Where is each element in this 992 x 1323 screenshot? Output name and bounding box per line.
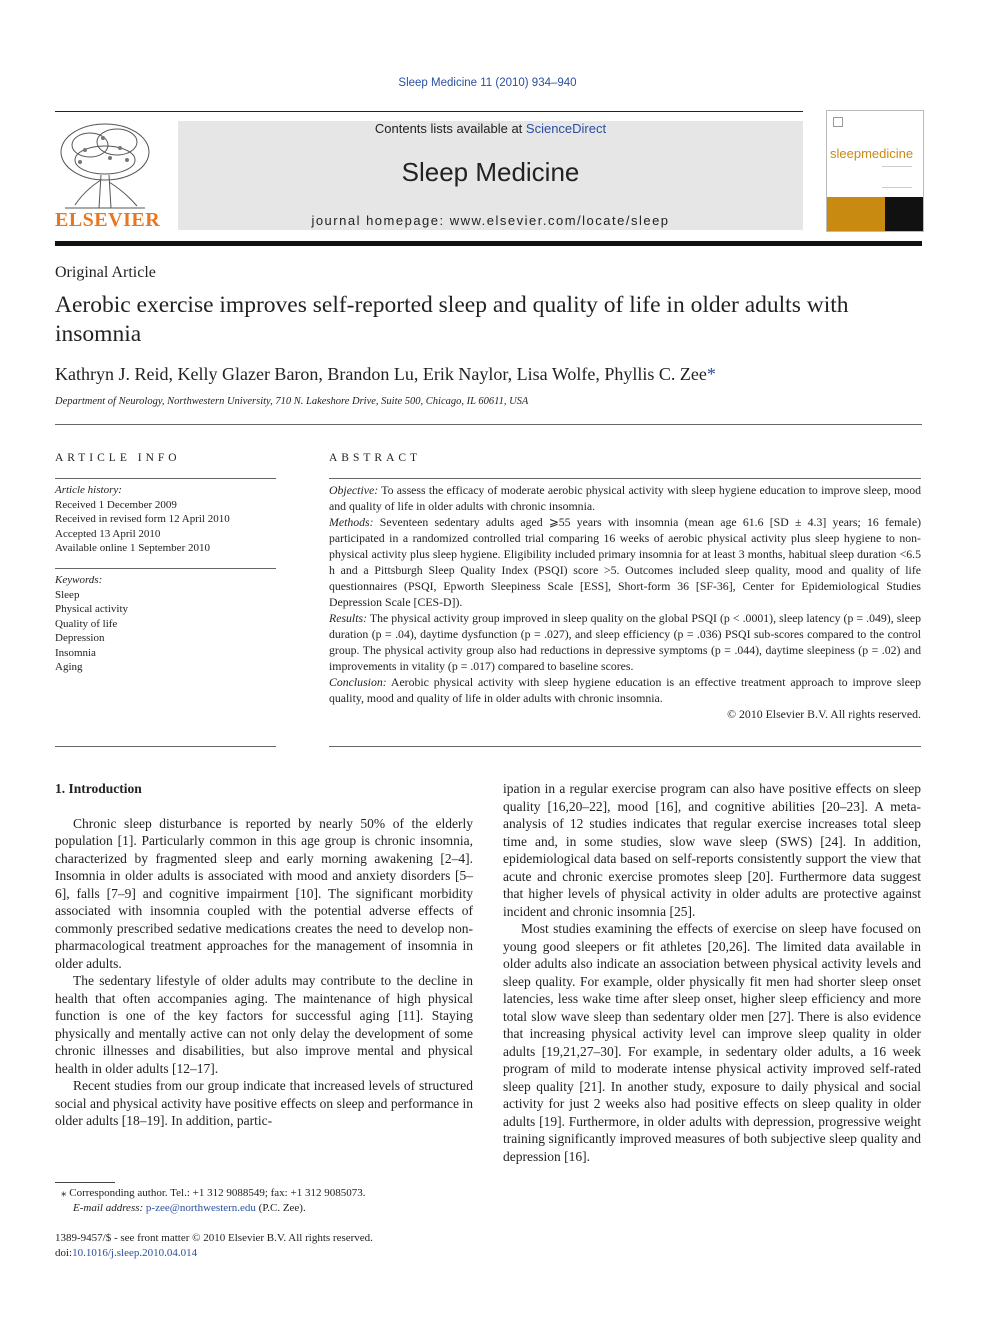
cover-text-lines bbox=[882, 166, 912, 188]
elsevier-logo[interactable] bbox=[55, 120, 161, 232]
keyword: Depression bbox=[55, 632, 105, 644]
article-info-rule bbox=[55, 478, 276, 479]
title-rule bbox=[55, 424, 922, 425]
abstract-bottom-rule bbox=[329, 746, 921, 747]
abstract-copyright: © 2010 Elsevier B.V. All rights reserved. bbox=[727, 707, 921, 721]
journal-banner bbox=[178, 121, 803, 230]
journal-title: Sleep Medicine bbox=[401, 157, 580, 187]
cover-strip bbox=[827, 197, 885, 231]
footnote-rule bbox=[55, 1182, 115, 1183]
history-item: Received 1 December 2009 bbox=[55, 498, 177, 511]
doi-link[interactable]: 10.1016/j.sleep.2010.04.014 bbox=[72, 1246, 198, 1259]
body-paragraph: ipation in a regular exercise program can also have positive effects on sleep quality [16,20–22], mood [16], and cognitive abilities [20–23]. A meta-analysis of 12 studies indicates that regular exercise increases total sleep time and, in some studies, slow wave sleep (SWS) [24]. In addition, epidemiological data based on self-reports consistently support the view that acute and chronic exercise promotes sleep [20]. Furthermore data suggest that higher levels of physical activity in older adults are protective against incident and chronic insomnia [25]. bbox=[503, 781, 921, 919]
abstract-body bbox=[329, 482, 921, 722]
affiliation: Department of Neurology, Northwestern University, 710 N. Lakeshore Drive, Suite 500, Chicago, IL 60611, USA bbox=[55, 396, 529, 407]
body-paragraph: Recent studies from our group indicate that increased levels of structured social and physical activity have positive effects on sleep and performance in older adults [18–19]. In addition, partic- bbox=[55, 1078, 473, 1128]
cover-emblem-icon bbox=[833, 117, 843, 127]
body-paragraph: The sedentary lifestyle of older adults may contribute to the decline in health that often accompanies aging. The maintenance of high physical function is one of the key factors for successful aging [11]. Staying physically and mentally active can not only delay the development of some chronic illnesses and disabilities, but also improve mental and physical health in older adults [12–17]. bbox=[55, 973, 473, 1076]
elsevier-wordmark: ELSEVIER bbox=[55, 209, 161, 231]
keyword: Quality of life bbox=[55, 617, 118, 630]
article-type: Original Article bbox=[55, 264, 156, 281]
article-info-bottom-rule bbox=[55, 746, 276, 747]
keywords-rule bbox=[55, 568, 276, 569]
history-item: Accepted 13 April 2010 bbox=[55, 527, 161, 540]
journal-citation[interactable]: Sleep Medicine 11 (2010) 934–940 bbox=[398, 77, 577, 89]
history-item: Available online 1 September 2010 bbox=[55, 542, 210, 554]
corresponding-author-note: ⁎ Corresponding author. Tel.: +1 312 9088549; fax: +1 312 9085073. bbox=[61, 1187, 366, 1199]
article-info-heading: ARTICLE INFO bbox=[55, 452, 181, 464]
article-history bbox=[55, 483, 276, 556]
abstract-conclusion: Conclusion: Aerobic physical activity with sleep hygiene education is an effective treatment approach to improve sleep quality, mood and quality of life in older adults with chronic insomnia. bbox=[329, 675, 921, 705]
history-item: Received in revised form 12 April 2010 bbox=[55, 513, 230, 525]
body-right-column bbox=[503, 780, 921, 1165]
abstract-rule bbox=[329, 478, 921, 479]
front-matter bbox=[55, 1231, 373, 1260]
keyword: Insomnia bbox=[55, 646, 96, 659]
corresponding-author-mark[interactable]: * bbox=[706, 364, 716, 384]
body-paragraph: Most studies examining the effects of exercise on sleep have focused on young good sleepers or fit athletes [20,26]. The limited data available in older adults also indicate an association between physical activity levels and sleep quality. For example, older physically fit men had shorter sleep onset latencies, less wake time after sleep onset, higher sleep efficiency and more total slow wave sleep than sedentary older men [27]. There is also evidence that increasing physical activity level can improve sleep quality in older adults [19,21,27–30]. For example, in sedentary older adults, a 16 week program of mild to moderate intense physical activity improved self-rated sleep quality [21]. In another study, exposure to daily physical and social activity for just 2 weeks also had positive effects on sleep quality in older adults [19]. Furthermore, in older adults with depression, progressive weight training significantly improved measures of both subjective sleep quality and depression [16]. bbox=[503, 921, 921, 1164]
email-note: E-mail address: p-zee@northwestern.edu (P.C. Zee). bbox=[73, 1201, 306, 1214]
journal-cover[interactable] bbox=[826, 110, 924, 232]
abstract-objective: Objective: To assess the efficacy of moderate aerobic physical activity with sleep hygiene education to improve sleep, mood and quality of life in older adults with chronic insomnia. bbox=[329, 483, 921, 513]
section-heading: 1. Introduction bbox=[55, 781, 142, 796]
abstract-results: Results: The physical activity group improved in sleep quality on the global PSQI (p < .0001), sleep latency (p = .049), sleep duration (p = .04), daytime dysfunction (p = .027), and sleep efficiency (p = .036) PSQI sub-scores compared to the control group. The physical activity group also had reductions in depressive symptoms (p = .044), daytime sleepiness (p = .02) and improvements in vitality (p = .017) compared to baseline scores. bbox=[329, 611, 921, 673]
header-thick-rule bbox=[55, 241, 922, 246]
keywords-label: Keywords: bbox=[55, 574, 103, 586]
footnote bbox=[55, 1186, 475, 1215]
keyword: Aging bbox=[55, 661, 83, 673]
keyword: Sleep bbox=[55, 588, 80, 601]
doi-line: doi:10.1016/j.sleep.2010.04.014 bbox=[55, 1246, 198, 1259]
article-title: Aerobic exercise improves self-reported sleep and quality of life in older adults with insomnia bbox=[55, 292, 849, 347]
keyword: Physical activity bbox=[55, 603, 129, 615]
email-link[interactable]: p-zee@northwestern.edu bbox=[145, 1201, 256, 1214]
elsevier-tree-icon bbox=[55, 120, 155, 212]
keywords bbox=[55, 573, 276, 675]
abstract-methods: Methods: Seventeen sedentary adults aged ⩾55 years with insomnia (mean age 61.6 [SD ± 4.3] years; 16 female) participated in a randomized controlled trial comparing 16 weeks of aerobic physical activity plus sleep hygiene to non-physical activity plus sleep hygiene. Eligibility included primary insomnia for at least 3 months, habitual sleep duration <6.5 h and a Pittsburgh Sleep Quality Index (PSQI) score >5. Outcomes included sleep quality, mood and quality of life questionnaires (PSQI, Epworth Sleepiness Scale [ESS], Short-form 36 [SF-36], Center for Epidemiological Studies Depression Scale [CES-D]). bbox=[329, 515, 921, 609]
history-label: Article history: bbox=[55, 484, 122, 496]
sciencedirect-link[interactable]: ScienceDirect bbox=[525, 121, 607, 136]
body-paragraph: Chronic sleep disturbance is reported by nearly 50% of the elderly population [1]. Particularly common in this age group is chronic insomnia, characterized by fragmented sleep and early morning awakening [2–4]. Insomnia in older adults is associated with mood and anxiety disorders [5–6], falls [7–9] and cognitive impairment [10]. The significant morbidity associated with insomnia coupled with the potential adverse effects of commonly prescribed sedative medications creates the need to develop non-pharmacological treatment approaches for the management of insomnia in older adults. bbox=[55, 815, 473, 971]
issn-line: 1389-9457/$ - see front matter © 2010 Elsevier B.V. All rights reserved. bbox=[55, 1232, 373, 1244]
journal-homepage[interactable]: journal homepage: www.elsevier.com/locate/sleep bbox=[311, 213, 670, 228]
abstract-heading: ABSTRACT bbox=[329, 452, 422, 464]
cover-title: sleepmedicine bbox=[830, 146, 914, 161]
author-list: Kathryn J. Reid, Kelly Glazer Baron, Brandon Lu, Erik Naylor, Lisa Wolfe, Phyllis C. Zee* bbox=[55, 364, 716, 384]
header-rule bbox=[55, 111, 803, 112]
body-left-column bbox=[55, 780, 473, 1130]
contents-line: Contents lists available at ScienceDirect bbox=[374, 121, 607, 136]
